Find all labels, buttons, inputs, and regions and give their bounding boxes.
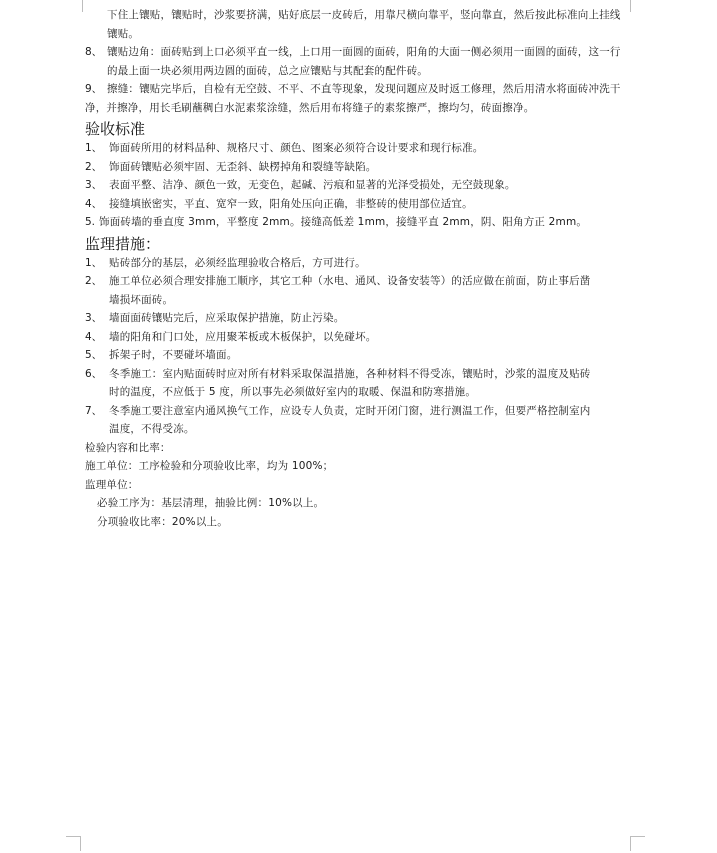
item-text: 墙面面砖镶贴完后，应采取保护措施，防止污染。 [109,312,345,324]
item-number: 2、 [85,160,103,173]
crop-mark-top-left [68,0,83,12]
item-number: 5、 [85,349,103,361]
item-number: 9、 [85,83,103,95]
list-item [85,158,633,177]
item-number: 5. [85,216,96,228]
item-number: 1、 [85,142,103,154]
item-number: 4、 [85,330,103,343]
list-item [85,272,633,291]
list-item [85,139,633,158]
list-item [85,328,633,347]
item-text: 冬季施工：室内贴面砖时应对所有材料采取保温措施，各种材料不得受冻，镶贴时，沙浆的温度及贴砖 [109,367,591,380]
item-text: 贴砖部分的基层，必须经监理验收合格后，方可进行。 [109,256,366,269]
item-number: 3、 [85,312,103,324]
item-number: 6、 [85,367,103,380]
item-number: 1、 [85,256,103,269]
list-item [85,309,633,328]
text-line: 下住上镶贴，镶贴时，沙浆要挤满，贴好底层一皮砖后，用靠尺横向靠平，竖向靠直，然后按此标准向上挂线 [107,9,621,21]
item-number: 7、 [85,404,103,417]
list-item [85,213,633,232]
text-line: 墙损坏面砖。 [109,293,174,306]
text-line: 净，并擦净，用长毛刷蘸稠白水泥素浆涂缝，然后用布将缝子的素浆擦严，擦均匀，砖面擦净。 [85,101,535,114]
acceptance-ratio-line: 分项验收比率：20%以上。 [97,515,228,528]
text-line: 镶贴边角：面砖贴到上口必须平直一线，上口用一面圆的面砖，阳角的大面一侧必须用一面圆的面砖，这一行 [107,46,621,58]
supervision-unit-line: 监理单位： [85,478,139,491]
item-number: 2、 [85,275,103,287]
item-text: 拆架子时，不要碰坏墙面。 [109,349,238,361]
item-text: 表面平整、洁净、颜色一致，无变色，起碱、污痕和显著的光泽受损处，无空鼓现象。 [109,179,516,191]
text-line: 时的温度，不应低于 5 度，所以事先必须做好室内的取暖、保温和防寒措施。 [109,386,477,398]
list-item [85,80,633,99]
item-number: 3、 [85,179,103,191]
document-body [85,6,633,531]
list-item [85,365,633,384]
item-text: 饰面砖镶贴必须牢固、无歪斜、缺楞掉角和裂缝等缺陷。 [109,160,377,173]
list-item [85,254,633,273]
section-heading: 监理措施： [85,234,161,253]
item-text: 饰面砖所用的材料品种、规格尺寸、颜色、图案必须符合设计要求和现行标准。 [109,142,484,154]
text-line: 擦缝：镶贴完毕后，自检有无空鼓、不平、不直等现象，发现问题应及时返工修理，然后用清水将面砖冲洗干 [107,83,621,95]
required-process-line: 必验工序为：基层清理，抽验比例：10%以上。 [97,497,325,509]
list-item [85,43,633,62]
crop-mark-bottom-left [66,836,81,851]
item-number: 4、 [85,197,103,210]
item-text: 墙的阳角和门口处，应用聚苯板或木板保护，以免碰坏。 [109,330,377,343]
construction-unit-line: 施工单位：工序检验和分项验收比率，均为 100%； [85,460,334,472]
item-text: 饰面砖墙的垂直度 3mm，平整度 2mm。接缝高低差 1mm，接缝平直 2mm，阴、阳角方正 2mm。 [99,216,588,228]
list-item [85,402,633,421]
crop-mark-bottom-right [630,836,645,851]
item-text: 冬季施工要注意室内通风换气工作，应设专人负责，定时开闭门窗，进行测温工作，但要严格控制室内 [109,404,591,417]
section-heading: 验收标准 [85,120,146,138]
item-text: 接缝填嵌密实，平直、宽窄一致，阳角处压向正确，非整砖的使用部位适宜。 [109,197,473,210]
item-text: 施工单位必须合理安排施工顺序，其它工种（水电、通风、设备安装等）的活应做在前面，防止事后凿 [109,275,591,287]
item-number: 8、 [85,46,103,58]
inspection-heading: 检验内容和比率： [85,441,171,454]
list-item [85,346,633,365]
list-item [85,176,633,195]
list-item [85,195,633,214]
text-line: 温度，不得受冻。 [109,423,195,435]
text-line: 镶贴。 [107,27,140,40]
item-text [107,43,633,62]
item-text [107,80,633,99]
text-line: 的最上面一块必须用两边圆的面砖，总之应镶贴与其配套的配件砖。 [107,64,428,77]
